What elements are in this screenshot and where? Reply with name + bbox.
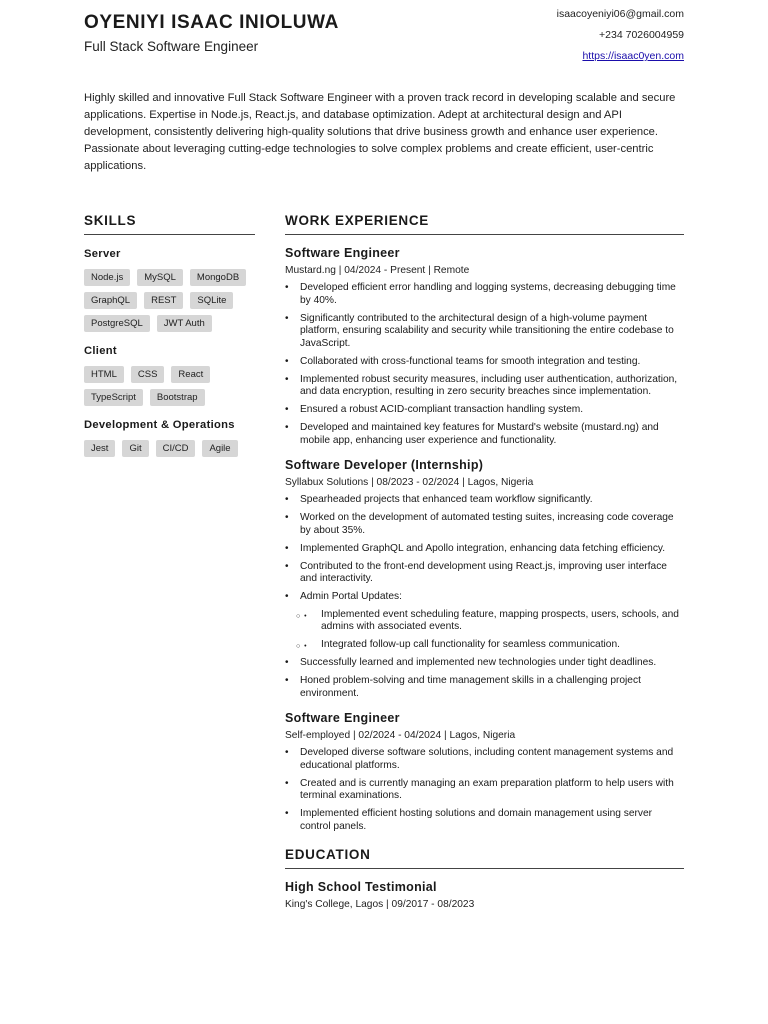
list-item-label: Admin Portal Updates: — [300, 591, 402, 602]
list-item-group — [299, 591, 684, 652]
skill-tag: MongoDB — [190, 269, 246, 286]
list-item: ○ • Integrated follow-up call functionality for seamless communication. — [320, 639, 684, 652]
experience-heading: WORK EXPERIENCE — [285, 213, 684, 235]
job-bullets — [285, 747, 684, 833]
skill-tag: Jest — [84, 440, 115, 457]
job-entry — [285, 457, 684, 700]
email-text: isaacoyeniyi06@gmail.com — [556, 8, 684, 20]
list-item: • Worked on the development of automated testing suites, increasing code coverage by about 35%. — [299, 512, 684, 537]
skill-tag: CSS — [131, 366, 165, 383]
job-entry — [285, 245, 684, 447]
summary-paragraph: Highly skilled and innovative Full Stack Software Engineer with a proven track record in developing scalable and secure applications. Expertise in Node.js, React.js, and database optimization. Adept at architectural design and API development, consistently delivering high-quality solutions that drive business growth and enhance user experience. Passionate about leveraging cutting-edge technologies to solve complex problems and create efficient, user-centric applications. — [84, 92, 676, 172]
education-meta: King's College, Lagos | 09/2017 - 08/2023 — [285, 899, 475, 910]
list-item: • Ensured a robust ACID-compliant transaction handling system. — [299, 404, 684, 417]
candidate-name: OYENIYI ISAAC INIOLUWA — [84, 12, 339, 33]
job-meta: Self-employed | 02/2024 - 04/2024 | Lagos, Nigeria — [285, 730, 516, 741]
skill-tag: HTML — [84, 366, 124, 383]
list-item: • Spearheaded projects that enhanced team workflow significantly. — [299, 494, 684, 507]
list-item: • Successfully learned and implemented new technologies under tight deadlines. — [299, 657, 684, 670]
job-bullets — [285, 282, 684, 447]
skill-tag: CI/CD — [156, 440, 196, 457]
skill-tag: Git — [122, 440, 148, 457]
job-entry — [285, 710, 684, 833]
education-title: High School Testimonial — [285, 880, 437, 894]
skill-tags-client — [84, 366, 255, 406]
job-title: Software Engineer — [285, 711, 400, 725]
skill-tag: Bootstrap — [150, 389, 205, 406]
skill-tag: REST — [144, 292, 183, 309]
experience-column — [285, 213, 684, 916]
skill-tags-devops — [84, 440, 255, 457]
skill-tag: React — [171, 366, 210, 383]
skill-group-title: Client — [84, 345, 117, 357]
job-title: Software Developer (Internship) — [285, 458, 484, 472]
list-item: • Collaborated with cross-functional teams for smooth integration and testing. — [299, 356, 684, 369]
skill-tag: Node.js — [84, 269, 130, 286]
website-link[interactable]: https://isaac0yen.com — [582, 50, 684, 62]
skill-tag: SQLite — [190, 292, 233, 309]
skill-tags-server — [84, 269, 255, 332]
list-item: • Contributed to the front-end development using React.js, improving user interface and interactivity. — [299, 561, 684, 586]
education-section — [285, 847, 684, 911]
candidate-role: Full Stack Software Engineer — [84, 39, 259, 54]
skill-tag: MySQL — [137, 269, 183, 286]
job-bullets — [285, 494, 684, 700]
job-meta: Mustard.ng | 04/2024 - Present | Remote — [285, 265, 470, 276]
list-item: • Implemented GraphQL and Apollo integration, enhancing data fetching efficiency. — [299, 543, 684, 556]
job-title: Software Engineer — [285, 246, 400, 260]
job-meta: Syllabux Solutions | 08/2023 - 02/2024 | Lagos, Nigeria — [285, 477, 534, 488]
skills-column — [84, 213, 255, 457]
list-item: • Implemented robust security measures, including user authentication, authorization, and data encryption, resulting in zero security breaches since implementation. — [299, 374, 684, 399]
education-heading: EDUCATION — [285, 847, 684, 869]
list-item: ○ • Implemented event scheduling feature, mapping prospects, users, schools, and admins with associated events. — [320, 609, 684, 634]
sub-bullets — [300, 609, 684, 652]
list-item: • Developed and maintained key features for Mustard's website (mustard.ng) and mobile app, enhancing user experience and functionality. — [299, 422, 684, 447]
list-item: • Developed efficient error handling and logging systems, decreasing debugging time by 40%. — [299, 282, 684, 307]
skill-group-title: Development & Operations — [84, 419, 235, 431]
skill-tag: Agile — [202, 440, 237, 457]
skill-group-title: Server — [84, 248, 121, 260]
list-item: • Implemented efficient hosting solutions and domain management using server control panels. — [299, 808, 684, 833]
contact-block — [557, 7, 684, 70]
list-item: • Developed diverse software solutions, including content management systems and educational platforms. — [299, 747, 684, 772]
skill-tag: TypeScript — [84, 389, 143, 406]
list-item: • Significantly contributed to the architectural design of a high-volume payment platform, ensuring scalability and security while transitioning the entire codebase to JavaScript. — [299, 313, 684, 351]
phone-text: +234 7026004959 — [599, 29, 684, 41]
list-item: • Honed problem-solving and time management skills in a challenging project environment. — [299, 675, 684, 700]
skill-tag: GraphQL — [84, 292, 137, 309]
skills-heading: SKILLS — [84, 213, 255, 235]
list-item: • Created and is currently managing an exam preparation platform to help users with terminal examinations. — [299, 778, 684, 803]
skill-tag: PostgreSQL — [84, 315, 150, 332]
skill-tag: JWT Auth — [157, 315, 212, 332]
